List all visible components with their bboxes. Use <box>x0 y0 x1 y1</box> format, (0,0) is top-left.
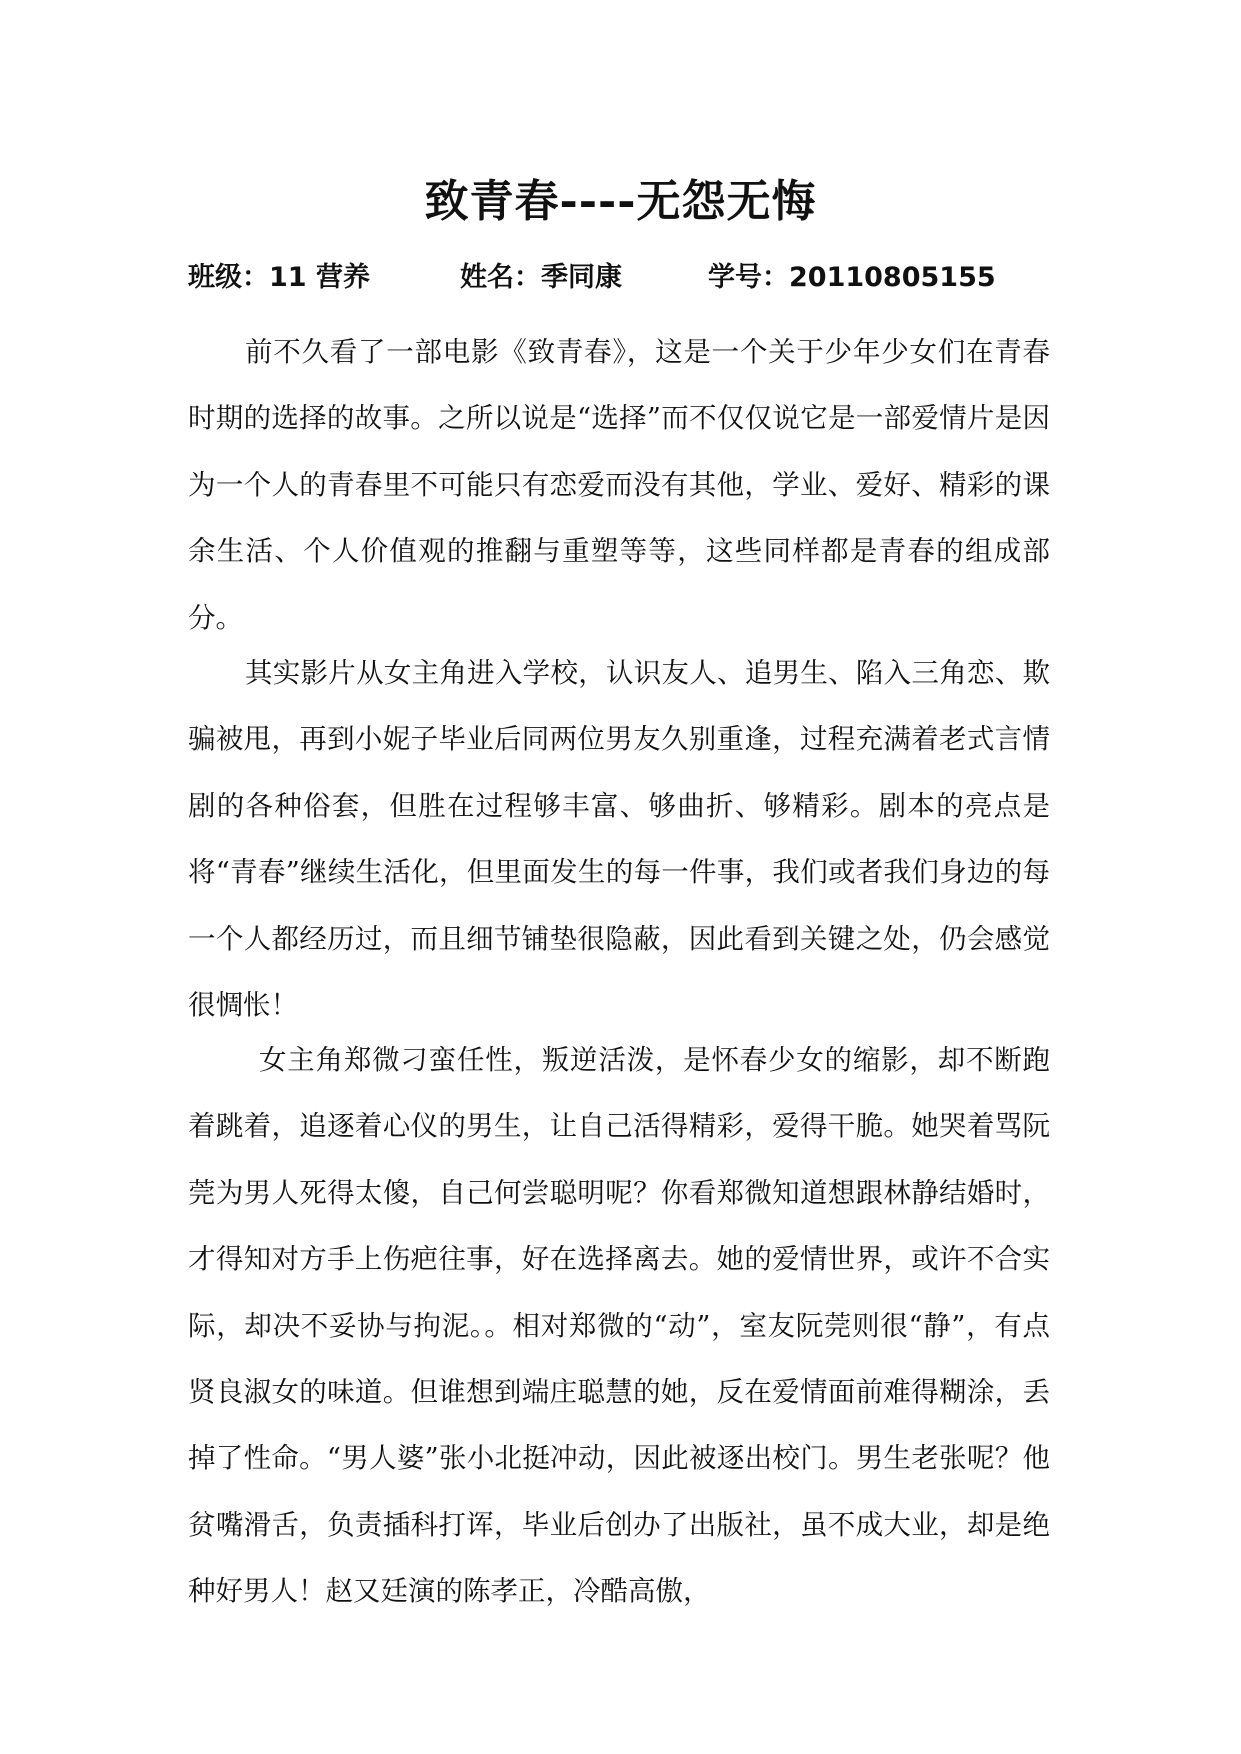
document-title: 致青春----无怨无悔 <box>424 176 817 227</box>
student-id-field: 学号：20110805155 <box>708 262 996 293</box>
paragraph-3: 女主角郑微刁蛮任性，叛逆活泼，是怀春少女的缩影，却不断跑着跳着，追逐着心仪的男生，让自己活得精彩，爱得干脆。她哭着骂阮莞为男人死得太傻，自己何尝聪明呢？你看郑微知道想跟林静结婚时，才得知对方手上伤疤往事，好在选择离去。她的爱情世界，或许不合实际，却决不妥协与拘泥。。相对郑微的“动”，室友阮莞则很“静”，有点贤良淑女的味道。但谁想到端庄聪慧的她，反在爱情面前难得糊涂，丢掉了性命。“男人婆”张小北挺冲动，因此被逐出校门。男生老张呢？他贫嘴滑舌，负责插科打诨，毕业后创办了出版社，虽不成大业，却是绝种好男人！赵又廷演的陈孝正，冷酷高傲， <box>188 1044 1050 1608</box>
class-field: 班级：11 营养 <box>188 262 370 293</box>
paragraph-2: 其实影片从女主角进入学校，认识友人、追男生、陷入三角恋、欺骗被甩，再到小妮子毕业后同两位男友久别重逢，过程充满着老式言情剧的各种俗套，但胜在过程够丰富、够曲折、够精彩。剧本的亮点是将“青春”继续生活化，但里面发生的每一件事，我们或者我们身边的每一个人都经历过，而且细节铺垫很隐蔽，因此看到关键之处，仍会感觉很惆怅！ <box>188 657 1050 1022</box>
name-field: 姓名：季同康 <box>460 262 622 293</box>
paragraph-1: 前不久看了一部电影《致青春》，这是一个关于少年少女们在青春时期的选择的故事。之所以说是“选择”而不仅仅说它是一部爱情片是因为一个人的青春里不可能只有恋爱而没有其他，学业、爱好、精彩的课余生活、个人价值观的推翻与重塑等等，这些同样都是青春的组成部分。 <box>188 336 1050 634</box>
student-info-line <box>188 256 1068 300</box>
